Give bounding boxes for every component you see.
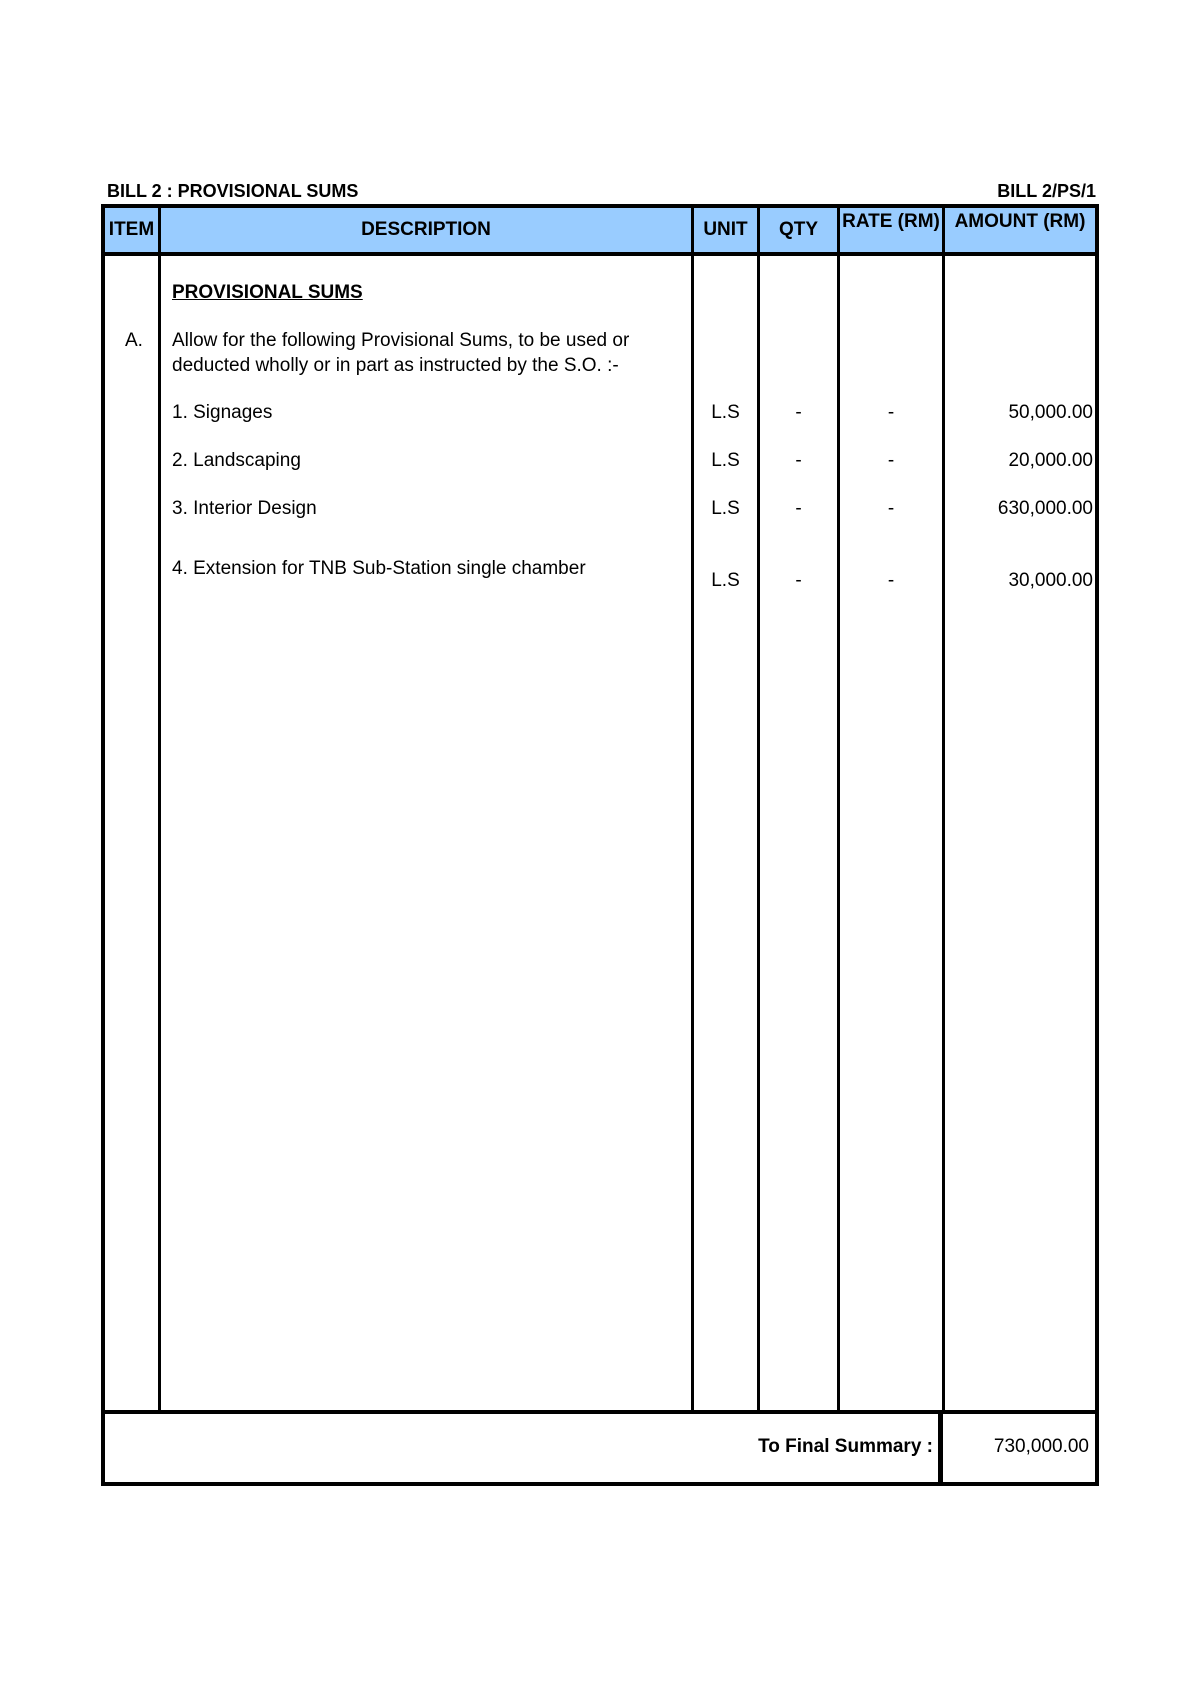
- column-header-item: ITEM: [108, 219, 155, 240]
- item-amount: 30,000.00: [1008, 570, 1093, 591]
- item-ref: A.: [125, 330, 143, 351]
- section-intro-line-2: deducted wholly or in part as instructed by the S.O. :-: [172, 355, 619, 376]
- item-amount: 630,000.00: [997, 498, 1093, 519]
- item-qty: -: [795, 498, 802, 519]
- section-intro-line-1: Allow for the following Provisional Sums, to be used or: [172, 330, 630, 351]
- page-reference: BILL 2/PS/1: [997, 181, 1096, 201]
- table-body: [101, 252, 1099, 1414]
- table-header: [101, 204, 1099, 256]
- item-rate: -: [887, 450, 895, 471]
- item-description: 2. Landscaping: [172, 450, 301, 471]
- item-rate: -: [887, 402, 895, 423]
- column-header-amount: AMOUNT (RM): [954, 211, 1086, 232]
- item-amount: 50,000.00: [1008, 402, 1093, 423]
- item-unit: L.S: [711, 450, 740, 471]
- item-rate: -: [887, 570, 895, 591]
- bill-title: BILL 2 : PROVISIONAL SUMS: [107, 181, 359, 201]
- item-description: 3. Interior Design: [172, 498, 317, 519]
- final-summary-label: To Final Summary :: [758, 1436, 933, 1457]
- column-header-description: DESCRIPTION: [361, 219, 491, 240]
- item-qty: -: [795, 402, 802, 423]
- table-footer: [101, 1410, 1099, 1486]
- item-unit: L.S: [711, 402, 740, 423]
- item-amount: 20,000.00: [1008, 450, 1093, 471]
- section-title: PROVISIONAL SUMS: [172, 282, 363, 303]
- item-unit: L.S: [711, 570, 740, 591]
- item-rate: -: [887, 498, 895, 519]
- item-unit: L.S: [711, 498, 740, 519]
- final-summary-total: 730,000.00: [993, 1436, 1089, 1457]
- item-qty: -: [795, 450, 802, 471]
- item-description: 4. Extension for TNB Sub-Station single chamber: [172, 558, 586, 579]
- column-header-rate: RATE (RM): [842, 211, 940, 232]
- column-header-qty: QTY: [778, 219, 819, 240]
- column-header-unit: UNIT: [703, 219, 748, 240]
- item-qty: -: [795, 570, 802, 591]
- bill-table: [101, 204, 1099, 1486]
- item-description: 1. Signages: [172, 402, 273, 423]
